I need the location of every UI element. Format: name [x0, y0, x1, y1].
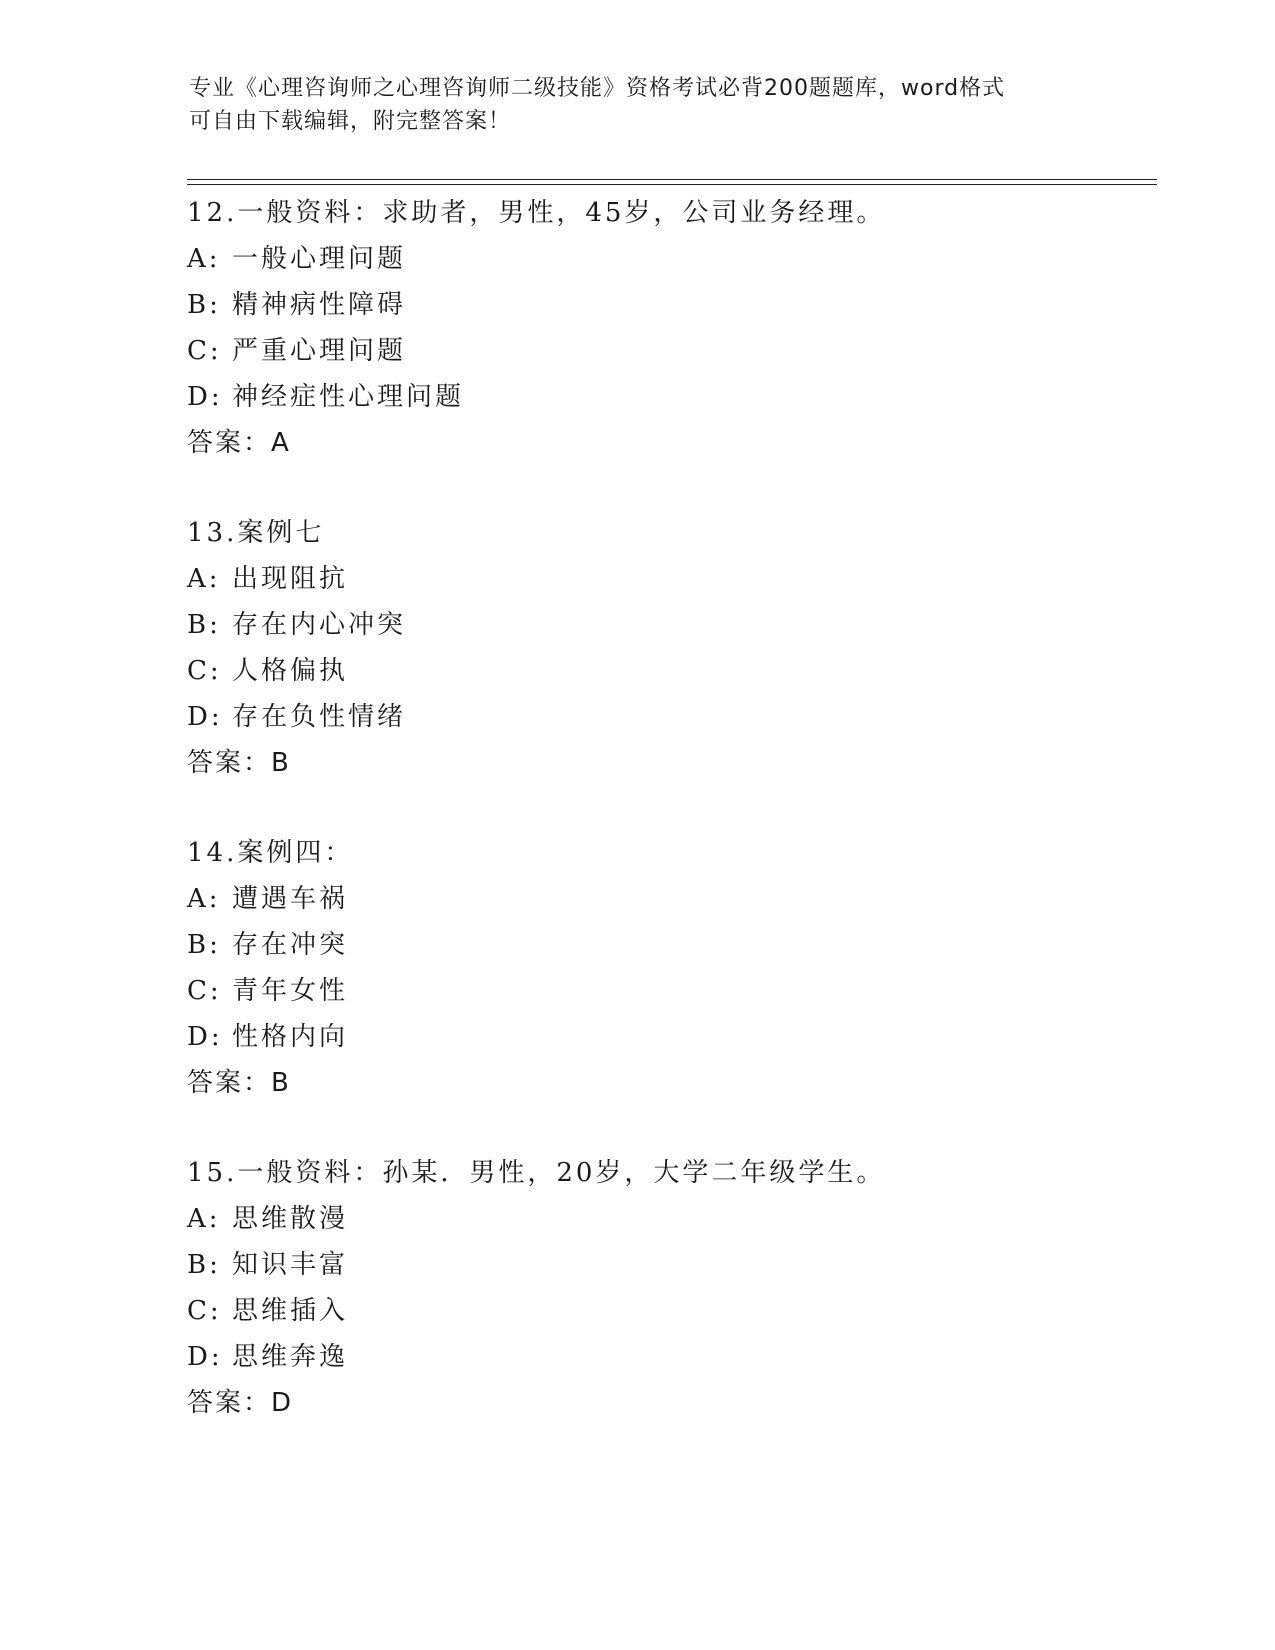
question-item [187, 510, 1137, 786]
option-a [187, 556, 1137, 602]
question-list [187, 190, 1137, 1426]
option-a [187, 236, 1137, 282]
option-text: 存在冲突 [232, 930, 349, 960]
option-letter: A: [187, 884, 221, 914]
option-b [187, 602, 1137, 648]
option-letter: D: [187, 1022, 223, 1052]
option-text: 人格偏执 [232, 656, 349, 686]
option-d [187, 1334, 1137, 1380]
option-text: 知识丰富 [232, 1250, 349, 1280]
option-c [187, 1288, 1137, 1334]
option-c [187, 328, 1137, 374]
question-stem: 13.案例七 [187, 518, 325, 548]
question-stem: 14.案例四： [187, 838, 354, 868]
option-letter: B: [187, 290, 221, 320]
option-d [187, 1014, 1137, 1060]
option-a [187, 1196, 1137, 1242]
option-letter: A: [187, 1204, 221, 1234]
header-divider-top [187, 179, 1157, 180]
option-letter: A: [187, 564, 221, 594]
answer-line: 答案：B [187, 1068, 291, 1098]
option-c [187, 648, 1137, 694]
option-text: 思维奔逸 [232, 1342, 349, 1372]
document-header [189, 72, 1089, 138]
option-text: 性格内向 [232, 1022, 349, 1052]
option-text: 遭遇车祸 [232, 884, 349, 914]
option-d [187, 694, 1137, 740]
option-text: 存在内心冲突 [232, 610, 407, 640]
option-letter: C: [187, 656, 222, 686]
option-text: 青年女性 [232, 976, 349, 1006]
option-text: 一般心理问题 [232, 244, 407, 274]
option-text: 思维插入 [232, 1296, 349, 1326]
option-letter: D: [187, 382, 223, 412]
option-letter: B: [187, 610, 221, 640]
option-a [187, 876, 1137, 922]
option-text: 思维散漫 [232, 1204, 349, 1234]
option-b [187, 282, 1137, 328]
question-item [187, 1150, 1137, 1426]
header-line-2: 可自由下载编辑，附完整答案！ [189, 109, 512, 134]
option-text: 严重心理问题 [232, 336, 407, 366]
option-text: 神经症性心理问题 [232, 382, 465, 412]
answer-line: 答案：B [187, 748, 291, 778]
header-divider-bottom [187, 184, 1157, 185]
option-letter: B: [187, 1250, 221, 1280]
answer-line: 答案：D [187, 1388, 294, 1418]
question-stem: 12.一般资料：求助者，男性，45岁，公司业务经理。 [187, 198, 886, 228]
option-b [187, 922, 1137, 968]
question-item [187, 190, 1137, 466]
question-item [187, 830, 1137, 1106]
option-c [187, 968, 1137, 1014]
option-text: 精神病性障碍 [232, 290, 407, 320]
option-letter: D: [187, 702, 223, 732]
option-letter: A: [187, 244, 221, 274]
option-letter: C: [187, 976, 222, 1006]
option-b [187, 1242, 1137, 1288]
option-letter: D: [187, 1342, 223, 1372]
option-d [187, 374, 1137, 420]
option-text: 存在负性情绪 [232, 702, 407, 732]
option-letter: B: [187, 930, 221, 960]
question-stem: 15.一般资料：孙某．男性，20岁，大学二年级学生。 [187, 1158, 886, 1188]
option-letter: C: [187, 336, 222, 366]
option-text: 出现阻抗 [232, 564, 349, 594]
answer-line: 答案：A [187, 428, 291, 458]
header-line-1: 专业《心理咨询师之心理咨询师二级技能》资格考试必背200题题库，word格式 [189, 76, 1006, 101]
option-letter: C: [187, 1296, 222, 1326]
